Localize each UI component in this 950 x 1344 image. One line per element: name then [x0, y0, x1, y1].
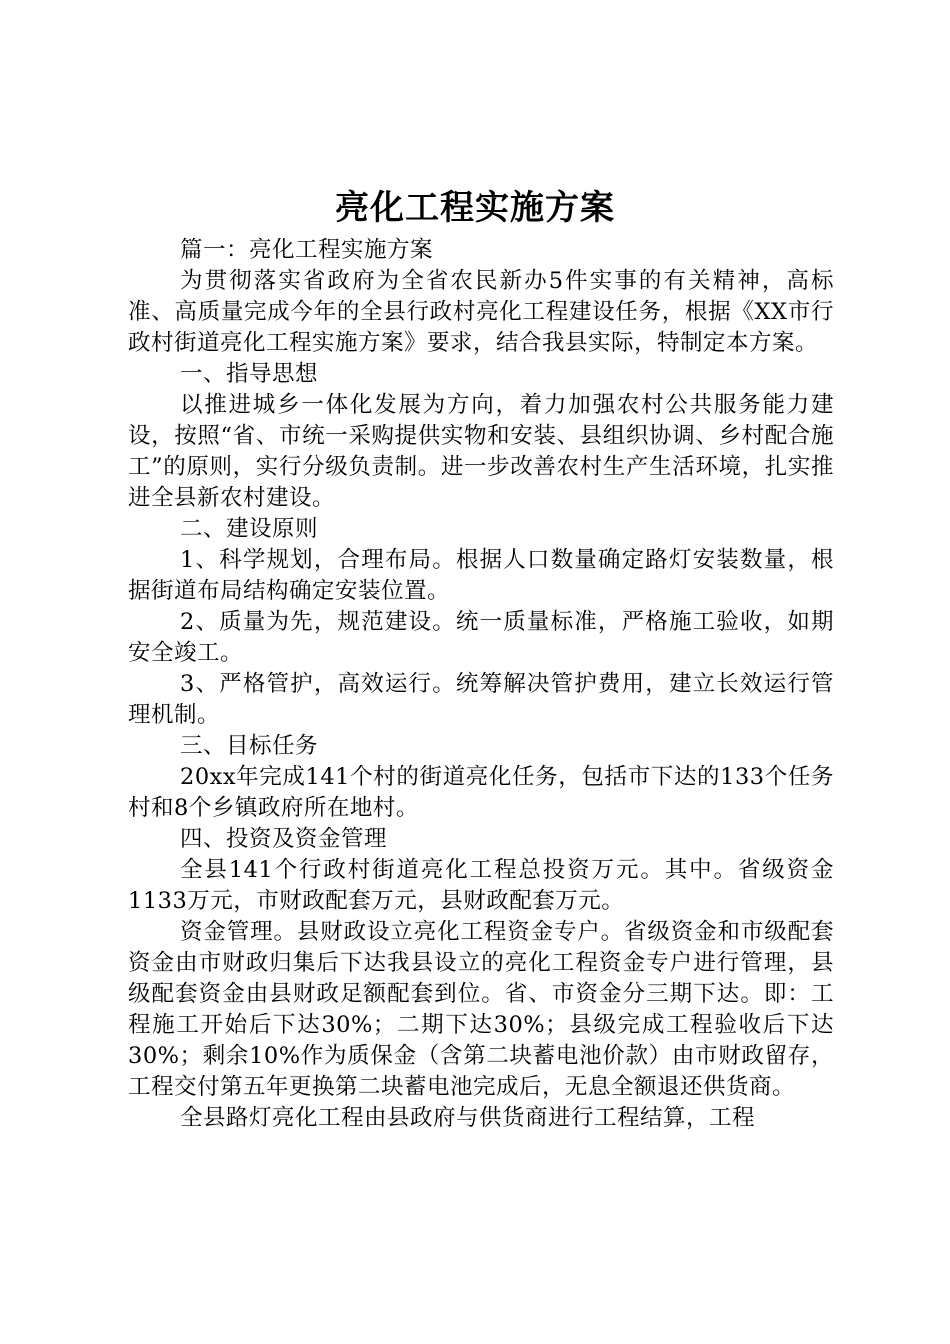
heading-guiding-ideology: 一、指导思想 — [180, 361, 319, 387]
paragraph-targets: 20xx年完成141个村的街道亮化任务，包括市下达的133个任务村和8个乡镇政府所在地村。 — [128, 764, 834, 821]
heading-targets: 三、目标任务 — [180, 733, 319, 759]
principle-item-1: 1、科学规划，合理布局。根据人口数量确定路灯安装数量，根据街道布局结构确定安装位置。 — [128, 547, 834, 604]
principle-item-2: 2、质量为先，规范建设。统一质量标准，严格施工验收，如期安全竣工。 — [128, 609, 834, 666]
document-title: 亮化工程实施方案 — [335, 188, 615, 228]
paragraph-fund-management: 资金管理。县财政设立亮化工程资金专户。省级资金和市级配套资金由市财政归集后下达我县设立的亮化工程资金专户进行管理，县级配套资金由县财政足额配套到位。省、市资金分三期下达。即：工程施工开始后下达30%；二期下达30%；县级完成工程验收后下达30%；剩余10%作为质保金（含第二块蓄电池价款）由市财政留存，工程交付第五年更换第二块蓄电池完成后，无息全额退还供货商。 — [128, 919, 834, 1100]
paragraph-guiding-ideology: 以推进城乡一体化发展为方向，着力加强农村公共服务能力建设，按照“省、市统一采购提供实物和安装、县组织协调、乡村配合施工”的原则，实行分级负责制。进一步改善农村生产生活环境，扎实推进全县新农村建设。 — [128, 392, 834, 511]
heading-construction-principles: 二、建设原则 — [180, 516, 319, 542]
document-body — [128, 235, 834, 1134]
heading-investment: 四、投资及资金管理 — [180, 826, 388, 852]
paragraph-intro: 为贯彻落实省政府为全省农民新办5件实事的有关精神，高标准、高质量完成今年的全县行政村亮化工程建设任务，根据《XX市行政村街道亮化工程实施方案》要求，结合我县实际，特制定本方案。 — [128, 268, 834, 356]
principle-item-3: 3、严格管护，高效运行。统筹解决管护费用，建立长效运行管理机制。 — [128, 671, 834, 728]
paragraph-settlement: 全县路灯亮化工程由县政府与供货商进行工程结算，工程 — [180, 1105, 756, 1131]
paragraph-investment: 全县141个行政村街道亮化工程总投资万元。其中。省级资金1133万元，市财政配套万元，县财政配套万元。 — [128, 857, 834, 914]
paragraph-section-label: 篇一：亮化工程实施方案 — [180, 237, 434, 263]
